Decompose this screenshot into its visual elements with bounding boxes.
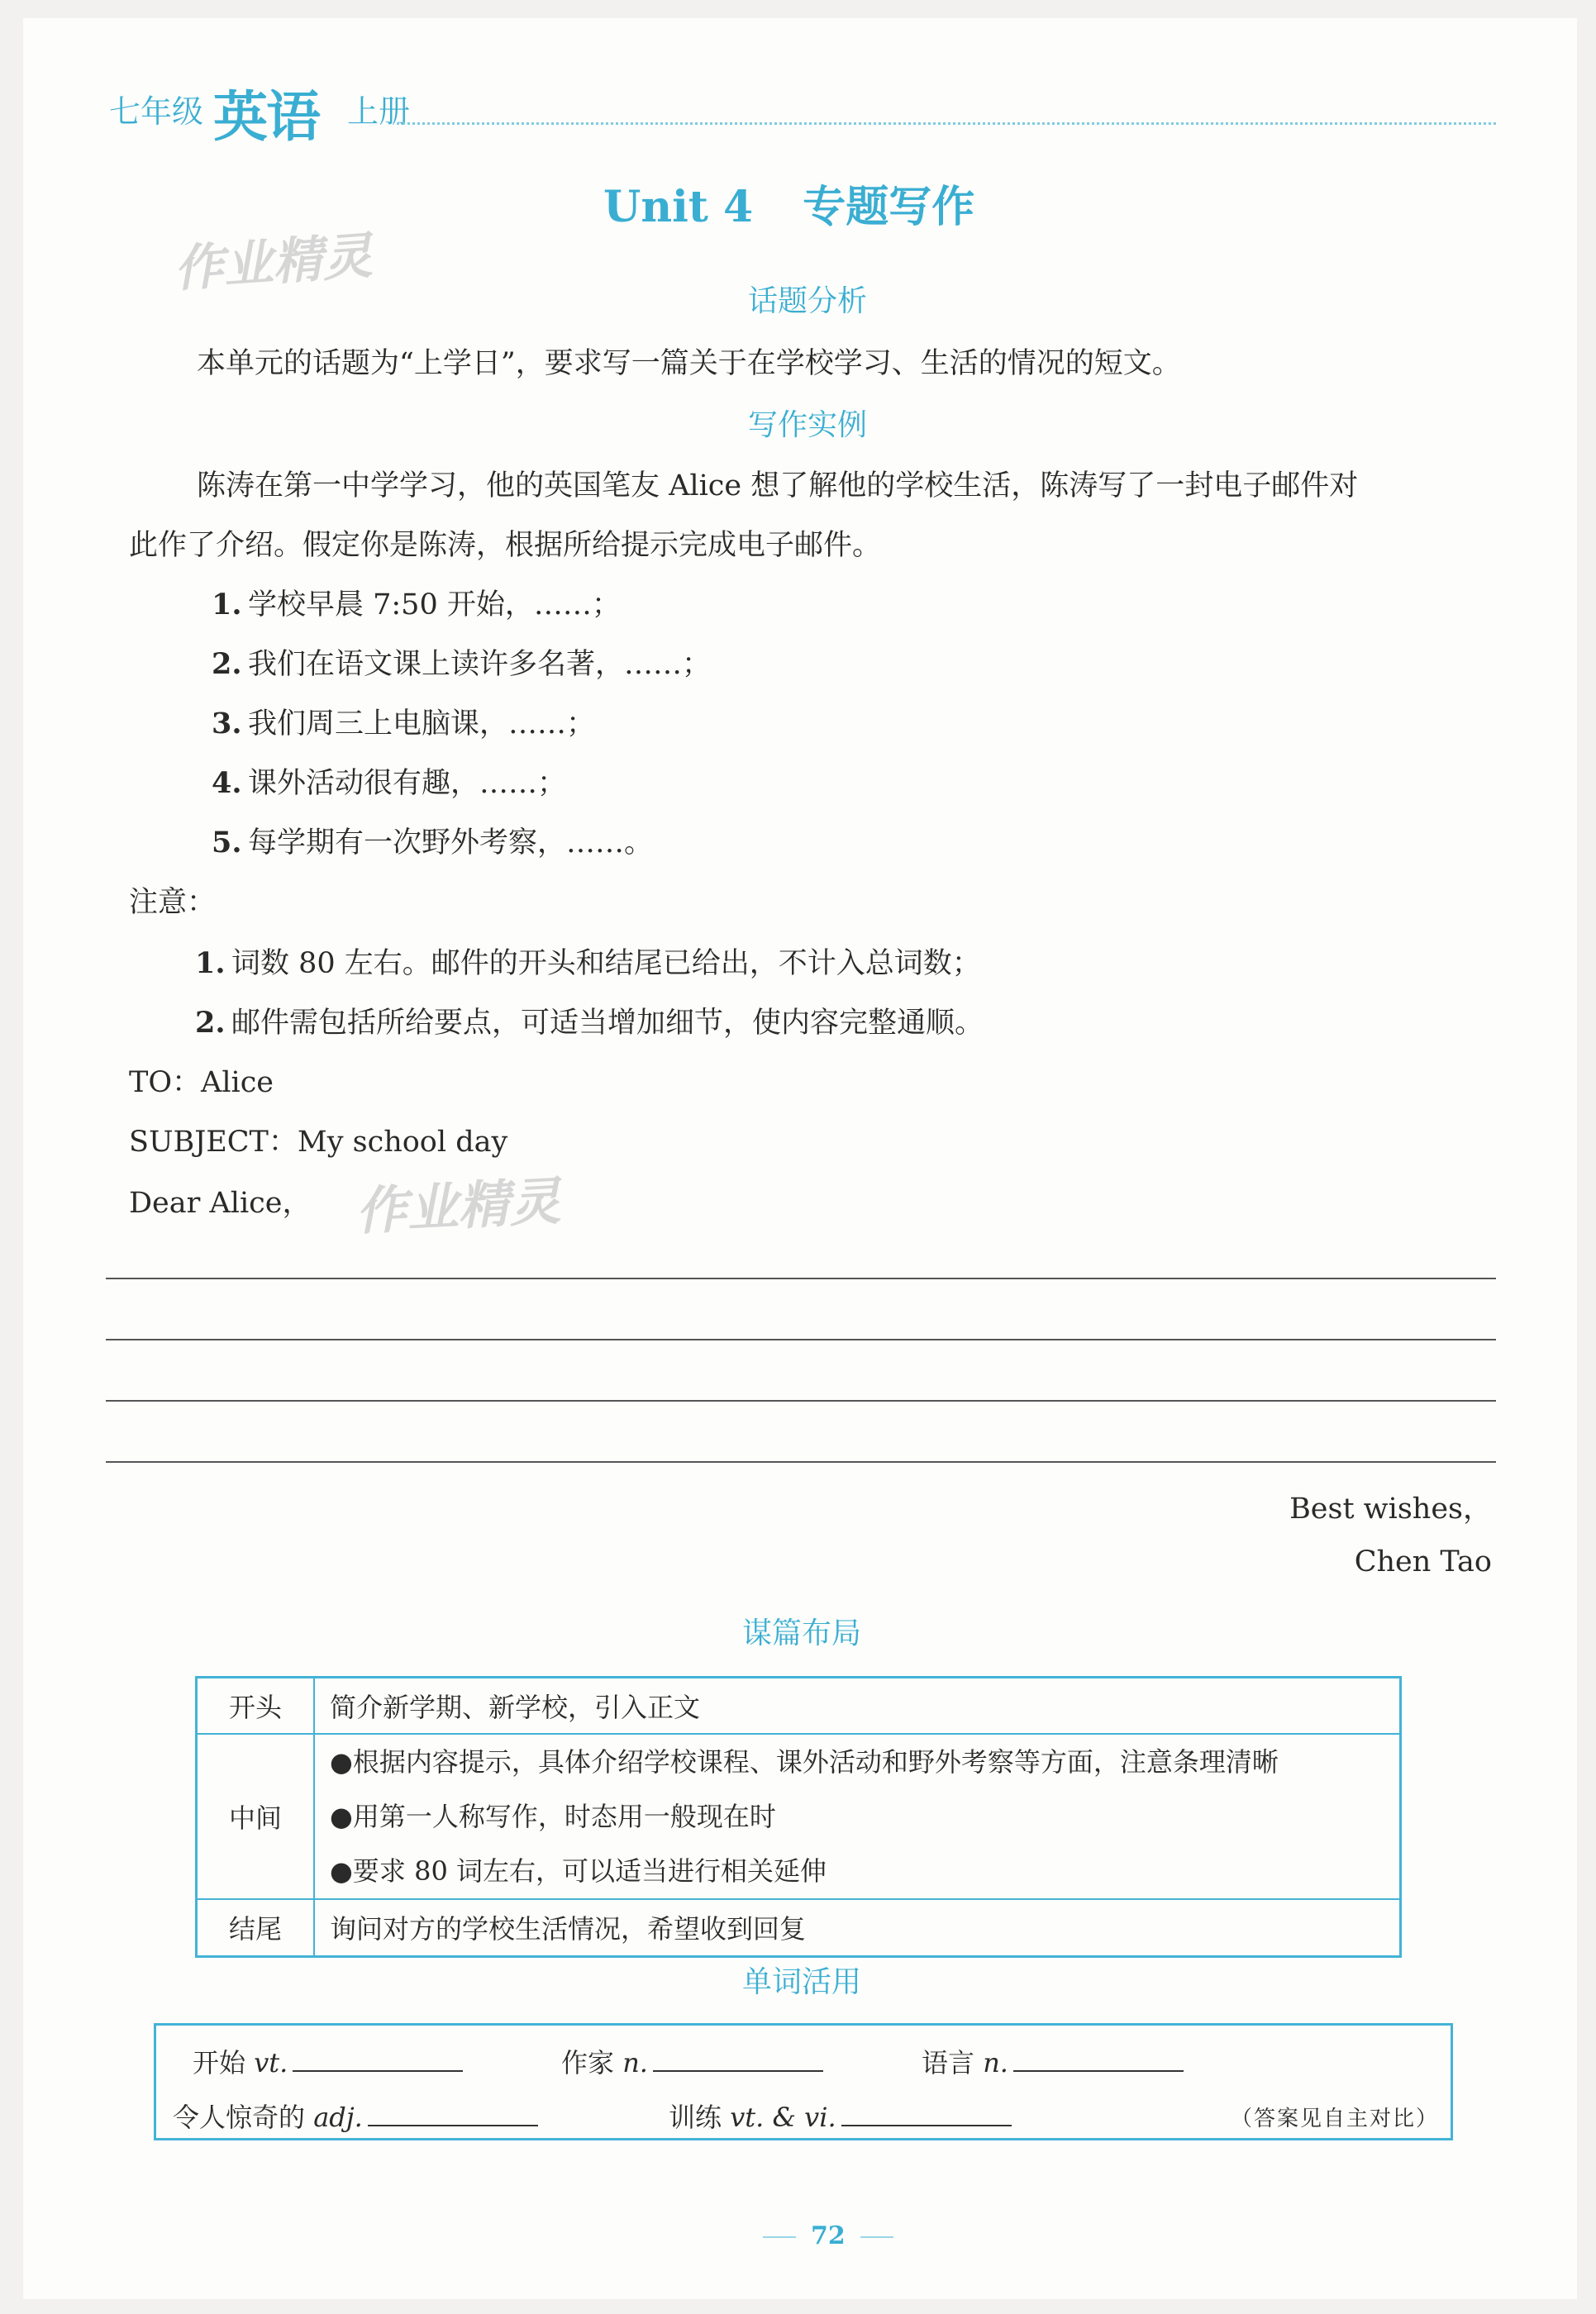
prompt-line-2: 此作了介绍。假定你是陈涛，根据所给提示完成电子邮件。 bbox=[129, 529, 882, 562]
vocab-item: 令人惊奇的 adj. bbox=[173, 2097, 538, 2135]
header-subject: 英语 bbox=[213, 85, 319, 149]
section-heading-layout: 谋篇布局 bbox=[742, 1616, 862, 1650]
email-to: TO：Alice bbox=[129, 1066, 274, 1099]
header-divider bbox=[397, 122, 1496, 125]
answer-line[interactable] bbox=[106, 1339, 1496, 1340]
vocab-blank[interactable] bbox=[653, 2049, 823, 2072]
header-volume: 上册 bbox=[347, 93, 411, 130]
vocab-item: 作家 n. bbox=[561, 2042, 823, 2080]
email-closing: Best wishes， bbox=[1289, 1493, 1492, 1526]
unit-label: Unit 4 bbox=[603, 182, 754, 232]
vocab-blank[interactable] bbox=[1013, 2049, 1184, 2072]
hint-item: 4. 课外活动很有趣，……； bbox=[212, 766, 567, 800]
section-heading-vocab: 单词活用 bbox=[742, 1965, 862, 1999]
note-item: 1. 词数 80 左右。邮件的开头和结尾已给出，不计入总词数； bbox=[195, 946, 981, 980]
analysis-text: 本单元的话题为“上学日”，要求写一篇关于在学校学习、生活的情况的短文。 bbox=[197, 347, 1181, 380]
vocab-blank[interactable] bbox=[368, 2103, 538, 2126]
row-line: ●根据内容提示，具体介绍学校课程、课外活动和野外考察等方面，注意条理清晰 bbox=[330, 1745, 1279, 1778]
answer-line[interactable] bbox=[106, 1278, 1496, 1279]
hint-item: 3. 我们周三上电脑课，……； bbox=[212, 707, 596, 740]
row-content: 询问对方的学校生活情况，希望收到回复 bbox=[314, 1899, 1401, 1957]
section-heading-analysis: 话题分析 bbox=[748, 284, 868, 318]
table-row bbox=[197, 1899, 1401, 1957]
section-heading-example: 写作实例 bbox=[748, 408, 868, 442]
answer-line[interactable] bbox=[106, 1400, 1496, 1402]
row-line: ●要求 80 词左右，可以适当进行相关延伸 bbox=[330, 1855, 827, 1887]
note-item: 2. 邮件需包括所给要点，可适当增加细节，使内容完整通顺。 bbox=[195, 1006, 984, 1040]
row-label: 开头 bbox=[197, 1678, 315, 1734]
hint-item: 5. 每学期有一次野外考察，……。 bbox=[212, 826, 654, 859]
row-label: 中间 bbox=[197, 1734, 315, 1899]
vocab-box bbox=[154, 2023, 1453, 2140]
notes-label: 注意： bbox=[129, 886, 217, 919]
page-number: 72 bbox=[748, 2221, 908, 2250]
hint-item: 1. 学校早晨 7:50 开始，……； bbox=[212, 588, 621, 621]
row-label: 结尾 bbox=[197, 1899, 315, 1957]
email-greeting: Dear Alice， bbox=[129, 1187, 312, 1220]
vocab-item: 语言 n. bbox=[922, 2042, 1184, 2080]
hint-item: 2. 我们在语文课上读许多名著，……； bbox=[212, 647, 712, 681]
topic-label: 专题写作 bbox=[803, 183, 975, 232]
header-grade: 七年级 bbox=[109, 93, 204, 130]
email-signature: Chen Tao bbox=[1354, 1545, 1492, 1578]
answer-line[interactable] bbox=[106, 1461, 1496, 1463]
email-subject: SUBJECT：My school day bbox=[129, 1126, 508, 1159]
page-title bbox=[603, 172, 974, 234]
layout-table bbox=[195, 1676, 1402, 1958]
row-content: 简介新学期、新学校，引入正文 bbox=[314, 1678, 1401, 1734]
row-content bbox=[314, 1734, 1401, 1899]
watermark-logo: 作业精灵 bbox=[354, 1170, 563, 1242]
vocab-item: 训练 vt. & vi. bbox=[669, 2097, 1012, 2135]
row-line: ●用第一人称写作，时态用一般现在时 bbox=[330, 1800, 776, 1832]
vocab-item: 开始 vt. bbox=[193, 2042, 463, 2080]
table-row bbox=[197, 1678, 1401, 1734]
vocab-blank[interactable] bbox=[293, 2049, 463, 2072]
prompt-line-1: 陈涛在第一中学学习，他的英国笔友 Alice 想了解他的学校生活，陈涛写了一封电子邮件对 bbox=[197, 469, 1359, 502]
vocab-blank[interactable] bbox=[841, 2103, 1012, 2126]
watermark-logo: 作业精灵 bbox=[172, 226, 374, 299]
answer-note: （答案见自主对比） bbox=[1230, 2107, 1439, 2131]
table-row bbox=[197, 1734, 1401, 1899]
